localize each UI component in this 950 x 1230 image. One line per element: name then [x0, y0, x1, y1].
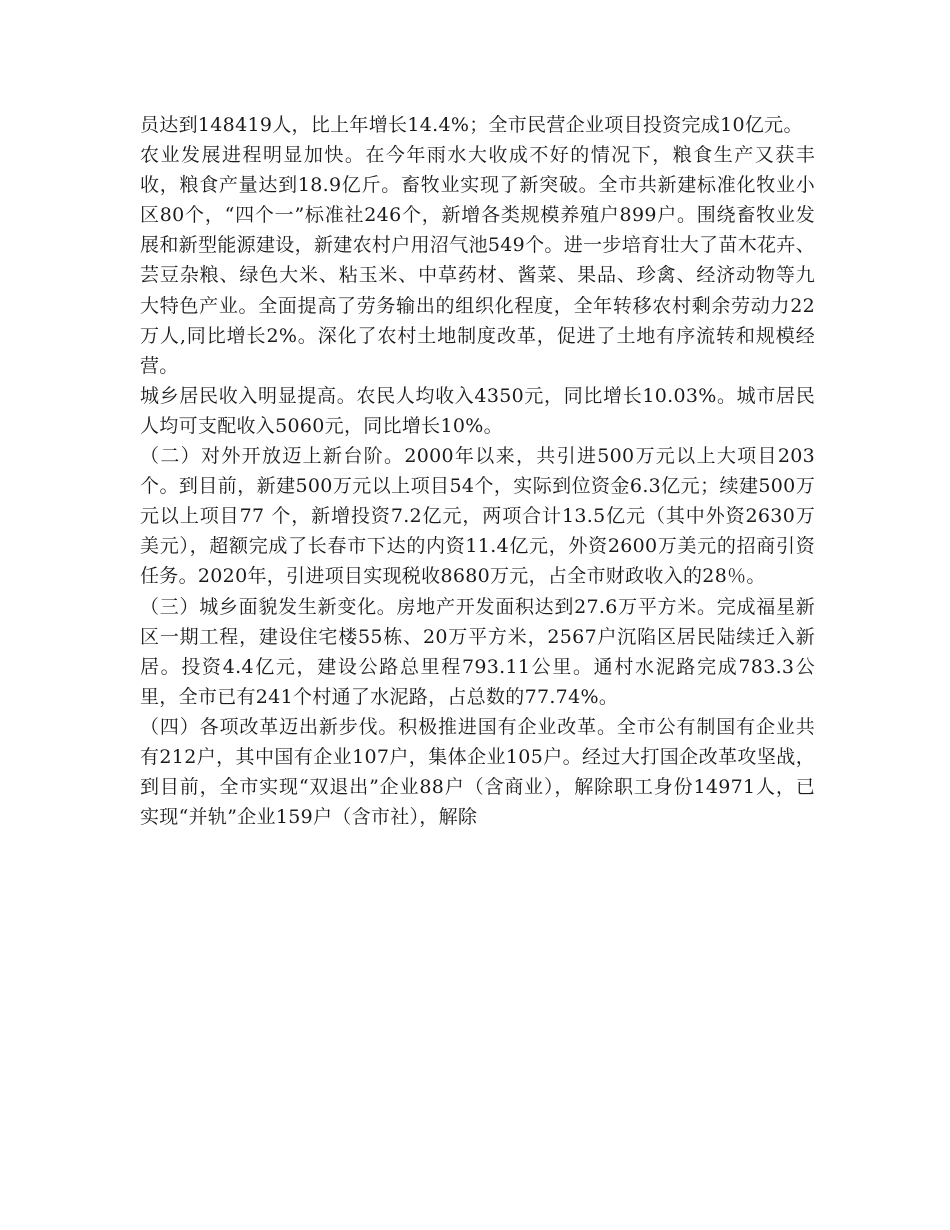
paragraph-4: （二）对外开放迈上新台阶。2000年以来，共引进500万元以上大项目203个。到目前，新建500万元以上项目54个，实际到位资金6.3亿元；续建500万元以上项目77 个，新增投资7.2亿元，两项合计13.5亿元（其中外资2630万美元），超额完成了长春市下达的内资11.4亿元，外资2600万美元的招商引资任务。2020年，引进项目实现税收8680万元，占全市财政收入的28％。: [140, 445, 815, 588]
paragraph-5: （三）城乡面貌发生新变化。房地产开发面积达到27.6万平方米。完成福星新区一期工程，建设住宅楼55栋、20万平方米，2567户沉陷区居民陆续迁入新居。投资4.4亿元，建设公路总里程793.11公里。通村水泥路完成783.3公里，全市已有241个村通了水泥路，占总数的77.74%。: [140, 595, 815, 708]
document-page: [140, 110, 815, 832]
paragraph-3: 城乡居民收入明显提高。农民人均收入4350元，同比增长10.03%。城市居民人均可支配收入5060元，同比增长10%。: [140, 384, 815, 437]
paragraph-2: 农业发展进程明显加快。在今年雨水大收成不好的情况下，粮食生产又获丰收，粮食产量达到18.9亿斤。畜牧业实现了新突破。全市共新建标准化牧业小区80个，“四个一”标准社246个，新增各类规模养殖户899户。围绕畜牧业发展和新型能源建设，新建农村户用沼气池549个。进一步培育壮大了苗木花卉、芸豆杂粮、绿色大米、粘玉米、中草药材、酱菜、果品、珍禽、经济动物等九大特色产业。全面提高了劳务输出的组织化程度，全年转移农村剩余劳动力22万人,同比增长2%。深化了农村土地制度改革，促进了土地有序流转和规模经营。: [140, 144, 815, 377]
paragraph-1: 员达到148419人，比上年增长14.4%；全市民营企业项目投资完成10亿元。: [140, 114, 803, 136]
paragraph-6: （四）各项改革迈出新步伐。积极推进国有企业改革。全市公有制国有企业共有212户，其中国有企业107户，集体企业105户。经过大打国企改革攻坚战，到目前，全市实现“双退出”企业88户（含商业），解除职工身份14971人，已实现“并轨”企业159户（含市社），解除: [140, 715, 815, 829]
